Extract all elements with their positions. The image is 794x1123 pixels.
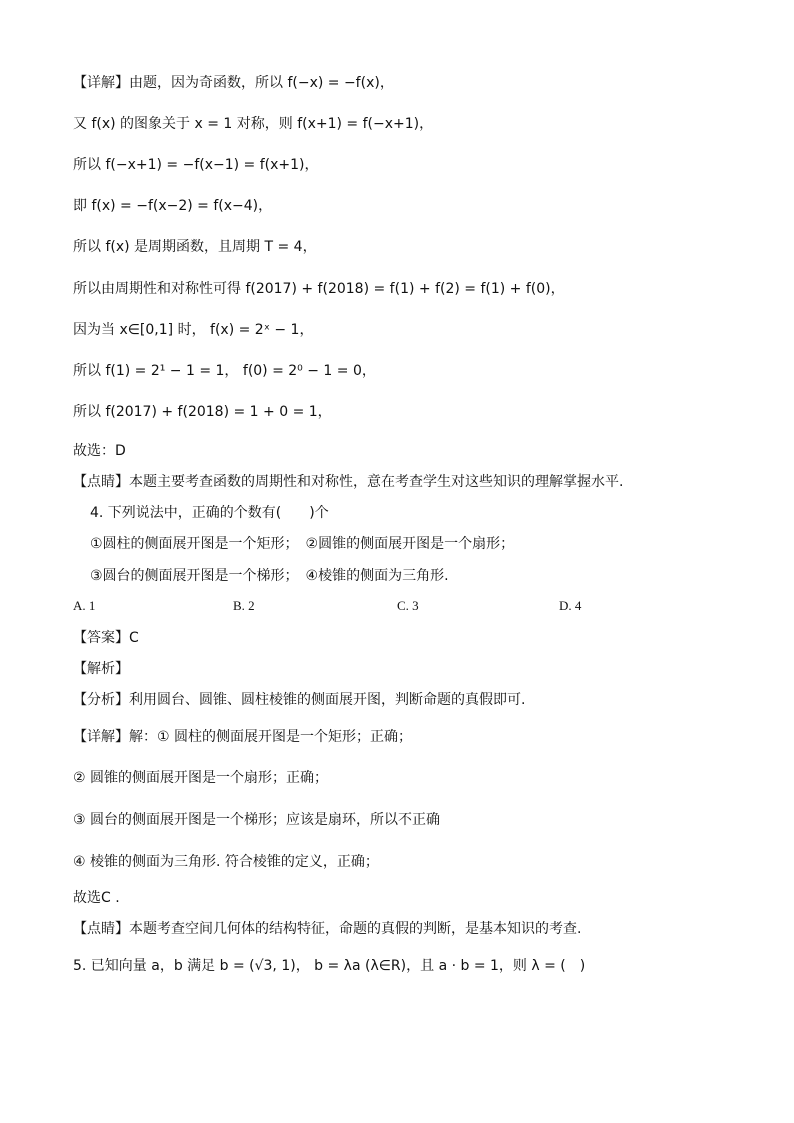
text-line: ①圆柱的侧面展开图是一个矩形； ②圆锥的侧面展开图是一个扇形； [90,536,515,552]
text-line: 所以 f(1) = 2¹ − 1 = 1， f(0) = 2⁰ − 1 = 0， [73,363,376,379]
text-line: 所以 f(−x+1) = −f(x−1) = f(x+1)， [73,157,319,173]
text-line: 故选：D [73,443,126,459]
text-line: 【答案】C [73,630,139,646]
text-line: 故选C . [73,890,120,906]
text-line: 5. 已知向量 a，b 满足 b = (√3, 1)， b = λa (λ∈R)，且 a · b = 1，则 λ = ( ) [73,958,586,974]
text-line: 所以 f(x) 是周期函数，且周期 T = 4， [73,239,317,255]
text-line: 【详解】解：① 圆柱的侧面展开图是一个矩形；正确； [73,729,412,745]
text-line: 又 f(x) 的图象关于 x = 1 对称，则 f(x+1) = f(−x+1)， [73,116,434,132]
text-line: 【点睛】本题主要考查函数的周期性和对称性，意在考查学生对这些知识的理解掌握水平. [73,474,624,490]
answer-option: D. 4 [559,598,582,613]
text-line: ② 圆锥的侧面展开图是一个扇形；正确； [73,770,328,786]
answer-option: B. 2 [233,598,255,613]
text-line: 【点睛】本题考查空间几何体的结构特征，命题的真假的判断，是基本知识的考查. [73,921,582,937]
answer-option: A. 1 [73,598,96,613]
text-line: 【分析】利用圆台、圆锥、圆柱棱锥的侧面展开图，判断命题的真假即可. [73,692,526,708]
text-line: 【解析】 [73,661,129,677]
text-line: 4. 下列说法中，正确的个数有( )个 [90,505,329,521]
text-line: ④ 棱锥的侧面为三角形. 符合棱锥的定义，正确； [73,854,379,870]
text-line: 因为当 x∈[0,1] 时， f(x) = 2ˣ − 1， [73,322,314,338]
text-line: ③ 圆台的侧面展开图是一个梯形；应该是扇环，所以不正确 [73,812,440,828]
answer-option: C. 3 [397,598,419,613]
text-line: 所以由周期性和对称性可得 f(2017) + f(2018) = f(1) + f(2) = f(1) + f(0)， [73,281,565,297]
text-line: 即 f(x) = −f(x−2) = f(x−4)， [73,198,273,214]
text-line: 【详解】由题，因为奇函数，所以 f(−x) = −f(x)， [73,75,394,91]
text-line: ③圆台的侧面展开图是一个梯形； ④棱锥的侧面为三角形. [90,568,449,584]
text-line: 所以 f(2017) + f(2018) = 1 + 0 = 1， [73,404,332,420]
